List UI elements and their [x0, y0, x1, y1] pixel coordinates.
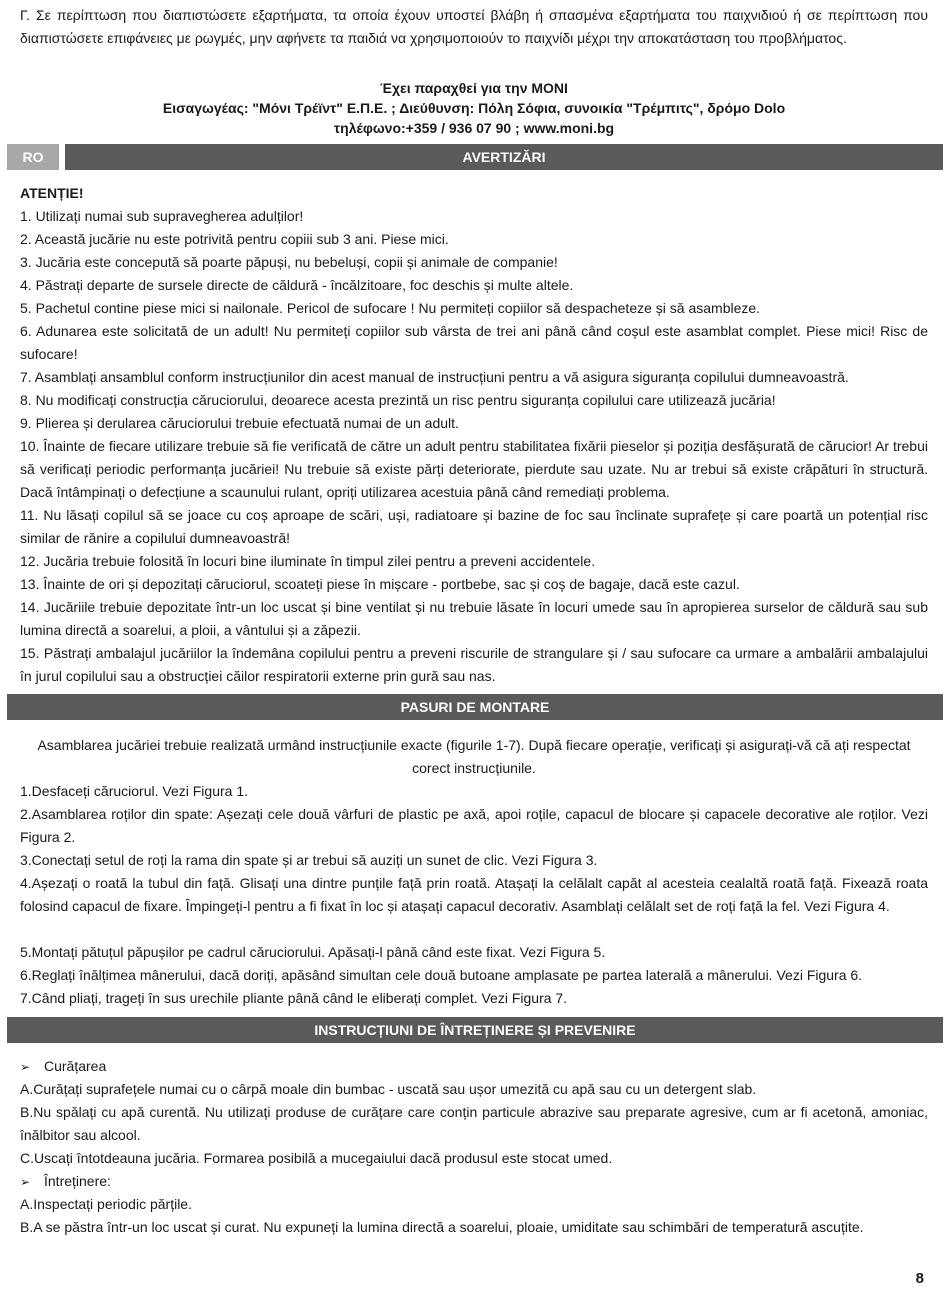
- assembly-step-5: 5.Montați pătuțul păpușilor pe cadrul căruciorului. Apăsați-l până când este fixat. Vezi Figura 5.: [20, 944, 606, 960]
- warning-item-6: 6. Adunarea este solicitată de un adult! Nu permiteți copiilor sub vârsta de trei ani până când coșul este asamblat complet. Piese mici! Risc de sufocare!: [20, 323, 928, 362]
- warning-item-1: 1. Utilizați numai sub supravegherea adulților!: [20, 208, 304, 224]
- cleaning-bullet: [20, 1055, 928, 1079]
- assembly-step-2: 2.Asamblarea roților din spate: Așezați cele două vârfuri de plastic pe axă, apoi roțile, capacul de blocare și capacele decorative ale roților. Vezi Figura 2.: [20, 806, 928, 845]
- warning-item-11: 11. Nu lăsați copilul să se joace cu coș aproape de scări, uși, radiatoare și bazine de foc sau înclinate suprafețe și care poartă un potențial risc similar de rănire a copilului dumneavoastră!: [20, 507, 928, 546]
- cleaning-item-a: A.Curățați suprafețele numai cu o cârpă moale din bumbac - uscată sau ușor umezită cu apă sau cu un detergent slab.: [20, 1081, 757, 1097]
- upkeep-item-a: A.Inspectați periodic părțile.: [20, 1196, 192, 1212]
- produced-for-line: Έχει παραχθεί για την MONI: [380, 80, 568, 96]
- language-badge: RO: [7, 144, 59, 170]
- phone-line: τηλέφωνο:+359 / 936 07 90 ; www.moni.bg: [333, 120, 615, 136]
- assembly-section-header: PASURI DE MONTARE: [7, 694, 943, 720]
- warnings-section-header: AVERTIZĂRI: [65, 144, 943, 170]
- warnings-heading: ATENȚIE!: [20, 185, 84, 201]
- warning-item-14: 14. Jucăriile trebuie depozitate într-un loc uscat și bine ventilat și nu trebuie lăsate în locuri umede sau în apropierea surselor de căldură sau sub lumina directă a soarelui, a ploii, a vântului și a zăpezii.: [20, 599, 928, 638]
- upkeep-item-b: B.A se păstra într-un loc uscat și curat. Nu expuneți la lumina directă a soarelui, ploaie, umiditate sau schimbări de temperatură ascuțite.: [20, 1219, 864, 1235]
- assembly-intro: Asamblarea jucăriei trebuie realizată urmând instrucțiunile exacte (figurile 1-7). După fiecare operație, verificați și asigurați-vă că ați respectat corect instrucțiunile.: [37, 737, 911, 776]
- warning-item-12: 12. Jucăria trebuie folosită în locuri bine iluminate în timpul zilei pentru a preveni accidentele.: [20, 553, 596, 569]
- warning-item-7: 7. Asamblați ansamblul conform instrucțiunilor din acest manual de instrucțiuni pentru a vă asigura siguranța copilului dumneavoastră.: [20, 369, 849, 385]
- warning-item-13: 13. Înainte de ori și depozitați căruciorul, scoateți piese în mișcare - portbebe, sac și coș de bagaje, dacă este cazul.: [20, 576, 740, 592]
- warning-item-10: 10. Înainte de fiecare utilizare trebuie să fie verificată de către un adult pentru stabilitatea fixării pieselor și poziția desfășurată de cărucior! Ar trebui să verificați periodic performanța jucăriei! Nu trebuie să existe părți deteriorate, pierdute sau uzate. Nu ar trebui să existe crăpături în structură. Dacă întâmpinați o defecțiune a scaunului rulant, opriți utilizarea acestuia până când remediați problema.: [20, 438, 928, 500]
- arrow-bullet-icon: ➢: [20, 1175, 31, 1189]
- page-number: 8: [915, 1270, 924, 1287]
- importer-line: Εισαγωγέας: "Μόνι Τρέϊντ" Ε.Π.Ε. ; Διεύθυνση: Πόλη Σόφια, συνοικία "Τρέμπιτς", δρόμο Dolo: [162, 100, 786, 116]
- warning-item-9: 9. Plierea și derularea căruciorului trebuie efectuată numai de un adult.: [20, 415, 459, 431]
- assembly-step-4: 4.Așezați o roată la tubul din față. Glisați una dintre punțile față prin roată. Atașați la celălalt capăt al acesteia cealaltă roată față. Fixează roata folosind capacul de fixare. Împingeți-l pentru a fi fixat în loc și atașați capacul decorativ. Asamblați celălalt set de roți față la fel. Vezi Figura 4.: [20, 875, 928, 914]
- upkeep-bullet: [20, 1170, 928, 1194]
- assembly-step-3: 3.Conectați setul de roți la rama din spate și ar trebui să auziți un sunet de clic. Vezi Figura 3.: [20, 852, 598, 868]
- assembly-step-1: 1.Desfaceți căruciorul. Vezi Figura 1.: [20, 783, 248, 799]
- warning-item-15: 15. Păstrați ambalajul jucăriilor la îndemâna copilului pentru a preveni riscurile de strangulare și / sau sufocare ca urmare a ambalării ambalajului în jurul copilului sau a obstrucției căilor respiratorii externe prin gură sau nas.: [20, 645, 928, 684]
- warning-item-2: 2. Această jucărie nu este potrivită pentru copiii sub 3 ani. Piese mici.: [20, 231, 449, 247]
- assembly-step-7: 7.Când pliați, trageți în sus urechile pliante până când le eliberați complet. Vezi Figura 7.: [20, 990, 568, 1006]
- greek-paragraph: Γ. Σε περίπτωση που διαπιστώσετε εξαρτήματα, τα οποία έχουν υποστεί βλάβη ή σπασμένα εξαρτήματα του παιχνιδιού ή σε περίπτωση που διαπιστώσετε επιφάνειες με ρωγμές, μην αφήνετε τα παιδιά να χρησιμοποιούν το παιχνίδι μέχρι την αποκατάσταση του προβλήματος.: [20, 7, 928, 46]
- upkeep-label: Întreținere:: [44, 1173, 111, 1189]
- arrow-bullet-icon: ➢: [20, 1060, 31, 1074]
- cleaning-label: Curățarea: [44, 1058, 107, 1074]
- cleaning-item-b: B.Nu spălați cu apă curentă. Nu utilizați produse de curățare care conțin particule abrazive sau preparate agresive, cum ar fi acetonă, amoniac, înălbitor sau alcool.: [20, 1104, 928, 1143]
- maintenance-section-header: INSTRUCȚIUNI DE ÎNTREȚINERE ȘI PREVENIRE: [7, 1017, 943, 1043]
- assembly-step-6: 6.Reglați înălțimea mânerului, dacă doriți, apăsând simultan cele două butoane amplasate pe partea laterală a mânerului. Vezi Figura 6.: [20, 967, 863, 983]
- warning-item-8: 8. Nu modificați construcția căruciorului, deoarece acesta prezintă un risc pentru siguranța copilului care utilizează jucăria!: [20, 392, 776, 408]
- cleaning-item-c: C.Uscați întotdeauna jucăria. Formarea posibilă a mucegaiului dacă produsul este stocat umed.: [20, 1150, 613, 1166]
- warning-item-5: 5. Pachetul contine piese mici si nailonale. Pericol de sufocare ! Nu permiteți copiilor să despacheteze și să asambleze.: [20, 300, 761, 316]
- warning-item-3: 3. Jucăria este concepută să poarte păpuși, nu bebeluși, copii și animale de companie!: [20, 254, 558, 270]
- warning-item-4: 4. Păstrați departe de sursele directe de căldură - încălzitoare, foc deschis și multe altele.: [20, 277, 574, 293]
